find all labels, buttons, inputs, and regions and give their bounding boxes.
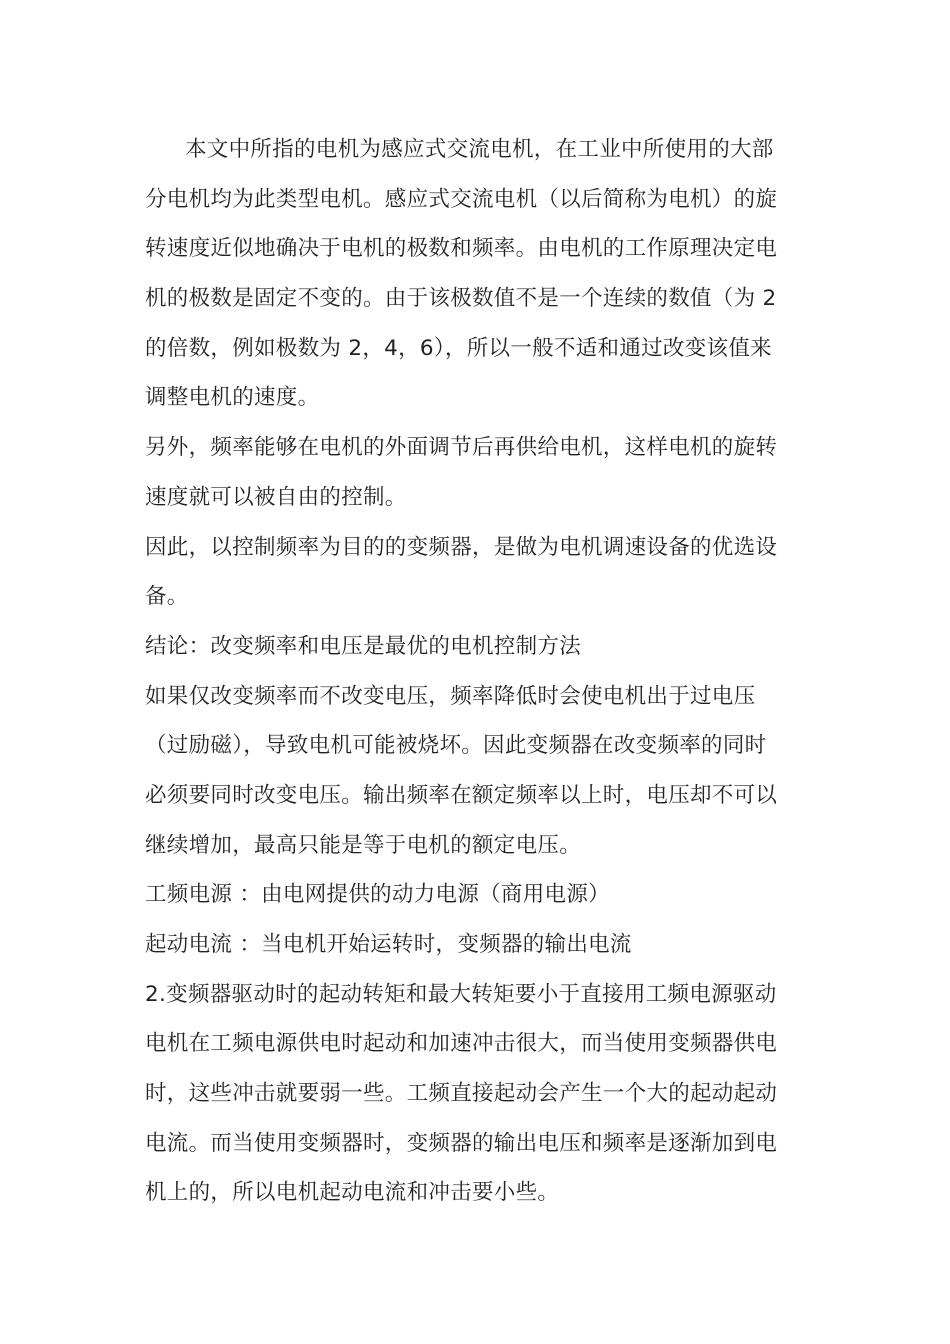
text-line: 起动电流 ：当电机开始运转时，变频器的输出电流 (145, 932, 632, 957)
paragraph (145, 133, 810, 431)
text-line: 本文中所指的电机为感应式交流电机，在工业中所使用的大部 (185, 137, 774, 162)
text-line: 转速度近似地确决于电机的极数和频率。由电机的工作原理决定电 (145, 236, 778, 262)
paragraph (145, 878, 810, 928)
document-body (145, 133, 810, 1226)
paragraph (145, 1027, 810, 1226)
text-line: （过励磁），导致电机可能被烧坏。因此变频器在改变频率的同时 (145, 733, 767, 759)
paragraph (145, 531, 810, 630)
text-line: 分电机均为此类型电机。感应式交流电机（以后简称为电机）的旋 (145, 186, 778, 212)
paragraph (145, 680, 810, 879)
text-line: 电机在工频电源供电时起动和加速冲击很大，而当使用变频器供电 (145, 1031, 778, 1057)
text-line: 工频电源 ：由电网提供的动力电源（商用电源） (145, 882, 610, 908)
text-line: 调整电机的速度。 (145, 385, 320, 411)
text-line: 的倍数，例如极数为 2，4，6），所以一般不适和通过改变该值来 (145, 335, 772, 361)
text-line: 备。 (145, 584, 189, 610)
text-line: 继续增加，最高只能是等于电机的额定电压。 (145, 832, 582, 858)
text-line: 另外，频率能够在电机的外面调节后再供给电机，这样电机的旋转 (145, 435, 778, 461)
text-line: 如果仅改变频率而不改变电压，频率降低时会使电机出于过电压 (145, 683, 756, 709)
text-line: 时，这些冲击就要弱一些。工频直接起动会产生一个大的起动起动 (145, 1081, 778, 1107)
text-line: 机上的，所以电机起动电流和冲击要小些。 (145, 1180, 560, 1206)
paragraph (145, 431, 810, 530)
text-line: 电流。而当使用变频器时，变频器的输出电压和频率是逐渐加到电 (145, 1130, 778, 1156)
text-line: 结论：改变频率和电压是最优的电机控制方法 (145, 633, 582, 659)
paragraph (145, 978, 810, 1028)
text-line: 机的极数是固定不变的。由于该极数值不是一个连续的数值（为 2 (145, 286, 777, 312)
paragraph (145, 928, 810, 978)
text-line: 必须要同时改变电压。输出频率在额定频率以上时，电压却不可以 (145, 782, 778, 808)
paragraph (145, 630, 810, 680)
text-line: 因此，以控制频率为目的的变频器，是做为电机调速设备的优选设 (145, 534, 778, 560)
text-line: 2.变频器驱动时的起动转矩和最大转矩要小于直接用工频电源驱动 (145, 981, 777, 1007)
text-line: 速度就可以被自由的控制。 (145, 484, 407, 510)
